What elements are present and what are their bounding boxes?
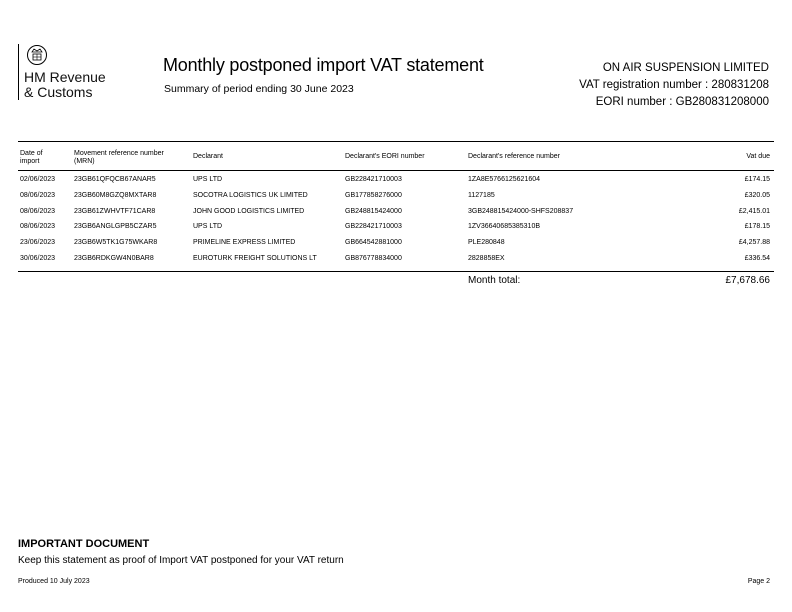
- cell-mrn: 23GB61ZWHVTF71CAR8: [74, 207, 156, 215]
- col-header-declarant: Declarant: [193, 153, 223, 160]
- cell-vat-due: £4,257.88: [738, 239, 770, 247]
- col-header-declarant-eori: Declarant's EORI number: [345, 153, 425, 160]
- cell-declarant-ref: 1ZA8E5766125621604: [468, 176, 541, 183]
- cell-vat-due: £336.54: [744, 255, 770, 262]
- vat-registration-number: VAT registration number : 280831208: [579, 79, 769, 91]
- brand-name-line1: HM Revenue: [24, 69, 106, 85]
- cell-declarant: JOHN GOOD LOGISTICS LIMITED: [193, 207, 305, 215]
- logo-divider: [18, 44, 19, 100]
- cell-declarant-eori: GB248815424000: [345, 207, 402, 215]
- important-document-title: IMPORTANT DOCUMENT: [18, 538, 150, 550]
- page-number: Page 2: [747, 578, 770, 585]
- page-subtitle: Summary of period ending 30 June 2023: [164, 83, 354, 95]
- col-header-date: [20, 150, 43, 166]
- cell-vat-due: £2,415.01: [738, 207, 770, 215]
- cell-mrn: 23GB6ANGLGPB5CZAR5: [74, 223, 157, 231]
- cell-vat-due: £174.15: [744, 176, 770, 183]
- cell-declarant: EUROTURK FREIGHT SOLUTIONS LT: [193, 255, 317, 262]
- royal-crest-icon: [26, 44, 48, 66]
- table-header-rule: [18, 170, 774, 171]
- page-title: Monthly postponed import VAT statement: [163, 55, 484, 75]
- cell-declarant-ref: PLE280848: [468, 239, 505, 247]
- table-bottom-rule: [18, 271, 774, 272]
- cell-declarant: UPS LTD: [193, 223, 223, 231]
- cell-vat-due: £178.15: [744, 223, 770, 231]
- col-header-mrn: [74, 150, 164, 166]
- col-header-date-line2: import: [20, 158, 40, 165]
- cell-declarant-ref: 1ZV36640685385310B: [468, 223, 541, 231]
- col-header-mrn-line1: Movement reference number: [74, 150, 164, 157]
- cell-mrn: 23GB6RDKGW4N0BAR8: [74, 255, 154, 262]
- cell-date: 08/06/2023: [20, 223, 56, 231]
- cell-declarant-ref: 2828858EX: [468, 255, 505, 262]
- produced-date: Produced 10 July 2023: [18, 578, 90, 585]
- cell-declarant-ref: 1127185: [468, 191, 495, 199]
- cell-declarant: PRIMELINE EXPRESS LIMITED: [193, 239, 296, 247]
- cell-declarant-eori: GB228421710003: [345, 223, 402, 231]
- cell-date: 08/06/2023: [20, 207, 56, 215]
- month-total-value: £7,678.66: [725, 275, 770, 286]
- cell-declarant: SOCOTRA LOGISTICS UK LIMITED: [193, 191, 308, 199]
- cell-mrn: 23GB6W5TK1G75WKAR8: [74, 239, 158, 247]
- company-name: ON AIR SUSPENSION LIMITED: [602, 62, 769, 74]
- table-top-rule: [18, 141, 774, 142]
- brand-name-line2: & Customs: [24, 84, 93, 100]
- cell-declarant: UPS LTD: [193, 176, 223, 183]
- cell-vat-due: £320.05: [744, 191, 770, 199]
- cell-declarant-eori: GB876778834000: [345, 255, 402, 262]
- eori-number: EORI number : GB280831208000: [595, 96, 769, 108]
- month-total-label: Month total:: [468, 275, 521, 286]
- cell-date: 08/06/2023: [20, 191, 56, 199]
- cell-declarant-eori: GB228421710003: [345, 176, 402, 183]
- important-document-text: Keep this statement as proof of Import VAT postponed for your VAT return: [18, 555, 344, 566]
- cell-declarant-eori: GB177858276000: [345, 191, 402, 199]
- col-header-mrn-line2: (MRN): [74, 158, 95, 165]
- col-header-declarant-ref: Declarant's reference number: [468, 153, 560, 160]
- cell-mrn: 23GB60M8GZQ8MXTAR8: [74, 191, 157, 199]
- cell-date: 02/06/2023: [20, 176, 56, 183]
- cell-date: 23/06/2023: [20, 239, 56, 247]
- col-header-vat-due: Vat due: [746, 153, 770, 160]
- cell-date: 30/06/2023: [20, 255, 56, 262]
- cell-mrn: 23GB61QFQCB67ANAR5: [74, 176, 156, 183]
- cell-declarant-eori: GB664542881000: [345, 239, 402, 247]
- cell-declarant-ref: 3GB248815424000-SHFS208837: [468, 207, 574, 215]
- col-header-date-line1: Date of: [20, 150, 43, 157]
